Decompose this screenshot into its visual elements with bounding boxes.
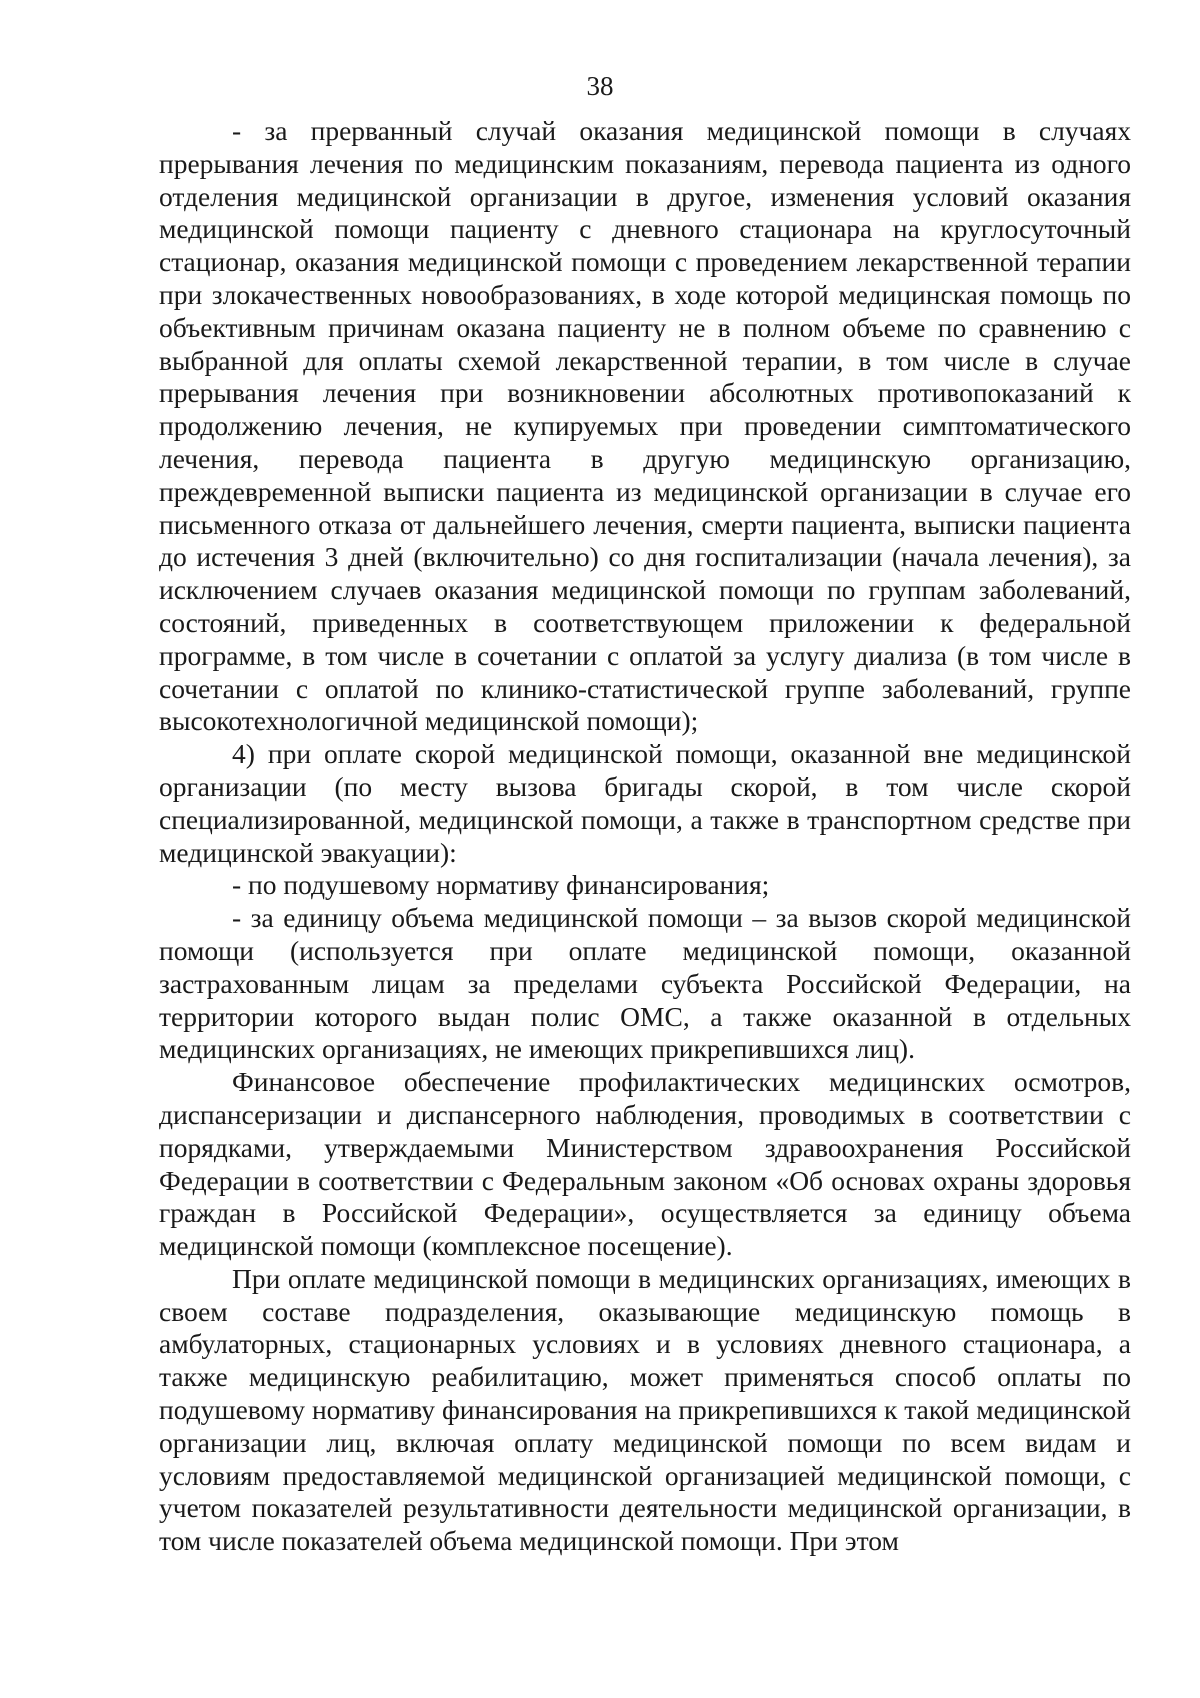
paragraph-combined-payment: При оплате медицинской помощи в медицинских организациях, имеющих в своем составе подразделения, оказывающие медицинскую помощь в амбулаторных, стационарных условиях и в условиях дневного стационара, а также медицинскую реабилитацию, может применяться способ оплаты по подушевому нормативу финансирования на прикрепившихся к такой медицинской организации лиц, включая оплату медицинской помощи по всем видам и условиям предоставляемой медицинской организацией медицинской помощи, с учетом показателей результативности деятельности медицинской организации, в том числе показателей объема медицинской помощи. При этом — [159, 1262, 1131, 1557]
page-number: 38 — [586, 71, 614, 101]
document-body — [159, 115, 1131, 1558]
paragraph-interrupted-case: - за прерванный случай оказания медицинской помощи в случаях прерывания лечения по медицинским показаниям, перевода пациента из одного отделения медицинской организации в другое, изменения условий оказания медицинской помощи пациенту с дневного стационара на круглосуточный стационар, оказания медицинской помощи с проведением лекарственной терапии при злокачественных новообразованиях, в ходе которой медицинская помощь по объективным причинам оказана пациенту не в полном объеме по сравнению с выбранной для оплаты схемой лекарственной терапии, в том числе в случае прерывания лечения при возникновении абсолютных противопоказаний к продолжению лечения, не купируемых при проведении симптоматического лечения, перевода пациента в другую медицинскую организацию, преждевременной выписки пациента из медицинской организации в случае его письменного отказа от дальнейшего лечения, смерти пациента, выписки пациента до истечения 3 дней (включительно) со дня госпитализации (начала лечения), за исключением случаев оказания медицинской помощи по группам заболеваний, состояний, приведенных в соответствующем приложении к федеральной программе, в том числе в сочетании с оплатой за услугу диализа (в том числе в сочетании с оплатой по клинико-статистической группе заболеваний, группе высокотехнологичной медицинской помощи); — [159, 115, 1131, 737]
paragraph-per-call-unit: - за единицу объема медицинской помощи – за вызов скорой медицинской помощи (используется при оплате медицинской помощи, оказанной застрахованным лицам за пределами субъекта Российской Федерации, на территории которого выдан полис ОМС, а также оказанной в отдельных медицинских организациях, не имеющих прикрепившихся лиц). — [159, 902, 1131, 1065]
paragraph-per-capita-norm: - по подушевому нормативу финансирования; — [232, 869, 770, 901]
paragraph-preventive-checkups: Финансовое обеспечение профилактических медицинских осмотров, диспансеризации и диспансерного наблюдения, проводимых в соответствии с порядками, утверждаемыми Министерством здравоохранения Российской Федерации в соответствии с Федеральным законом «Об основах охраны здоровья граждан в Российской Федерации», осуществляется за единицу объема медицинской помощи (комплексное посещение). — [159, 1066, 1131, 1262]
paragraph-ambulance-payment: 4) при оплате скорой медицинской помощи, оказанной вне медицинской организации (по месту вызова бригады скорой, в том числе скорой специализированной, медицинской помощи, а также в транспортном средстве при медицинской эвакуации): — [159, 738, 1131, 868]
